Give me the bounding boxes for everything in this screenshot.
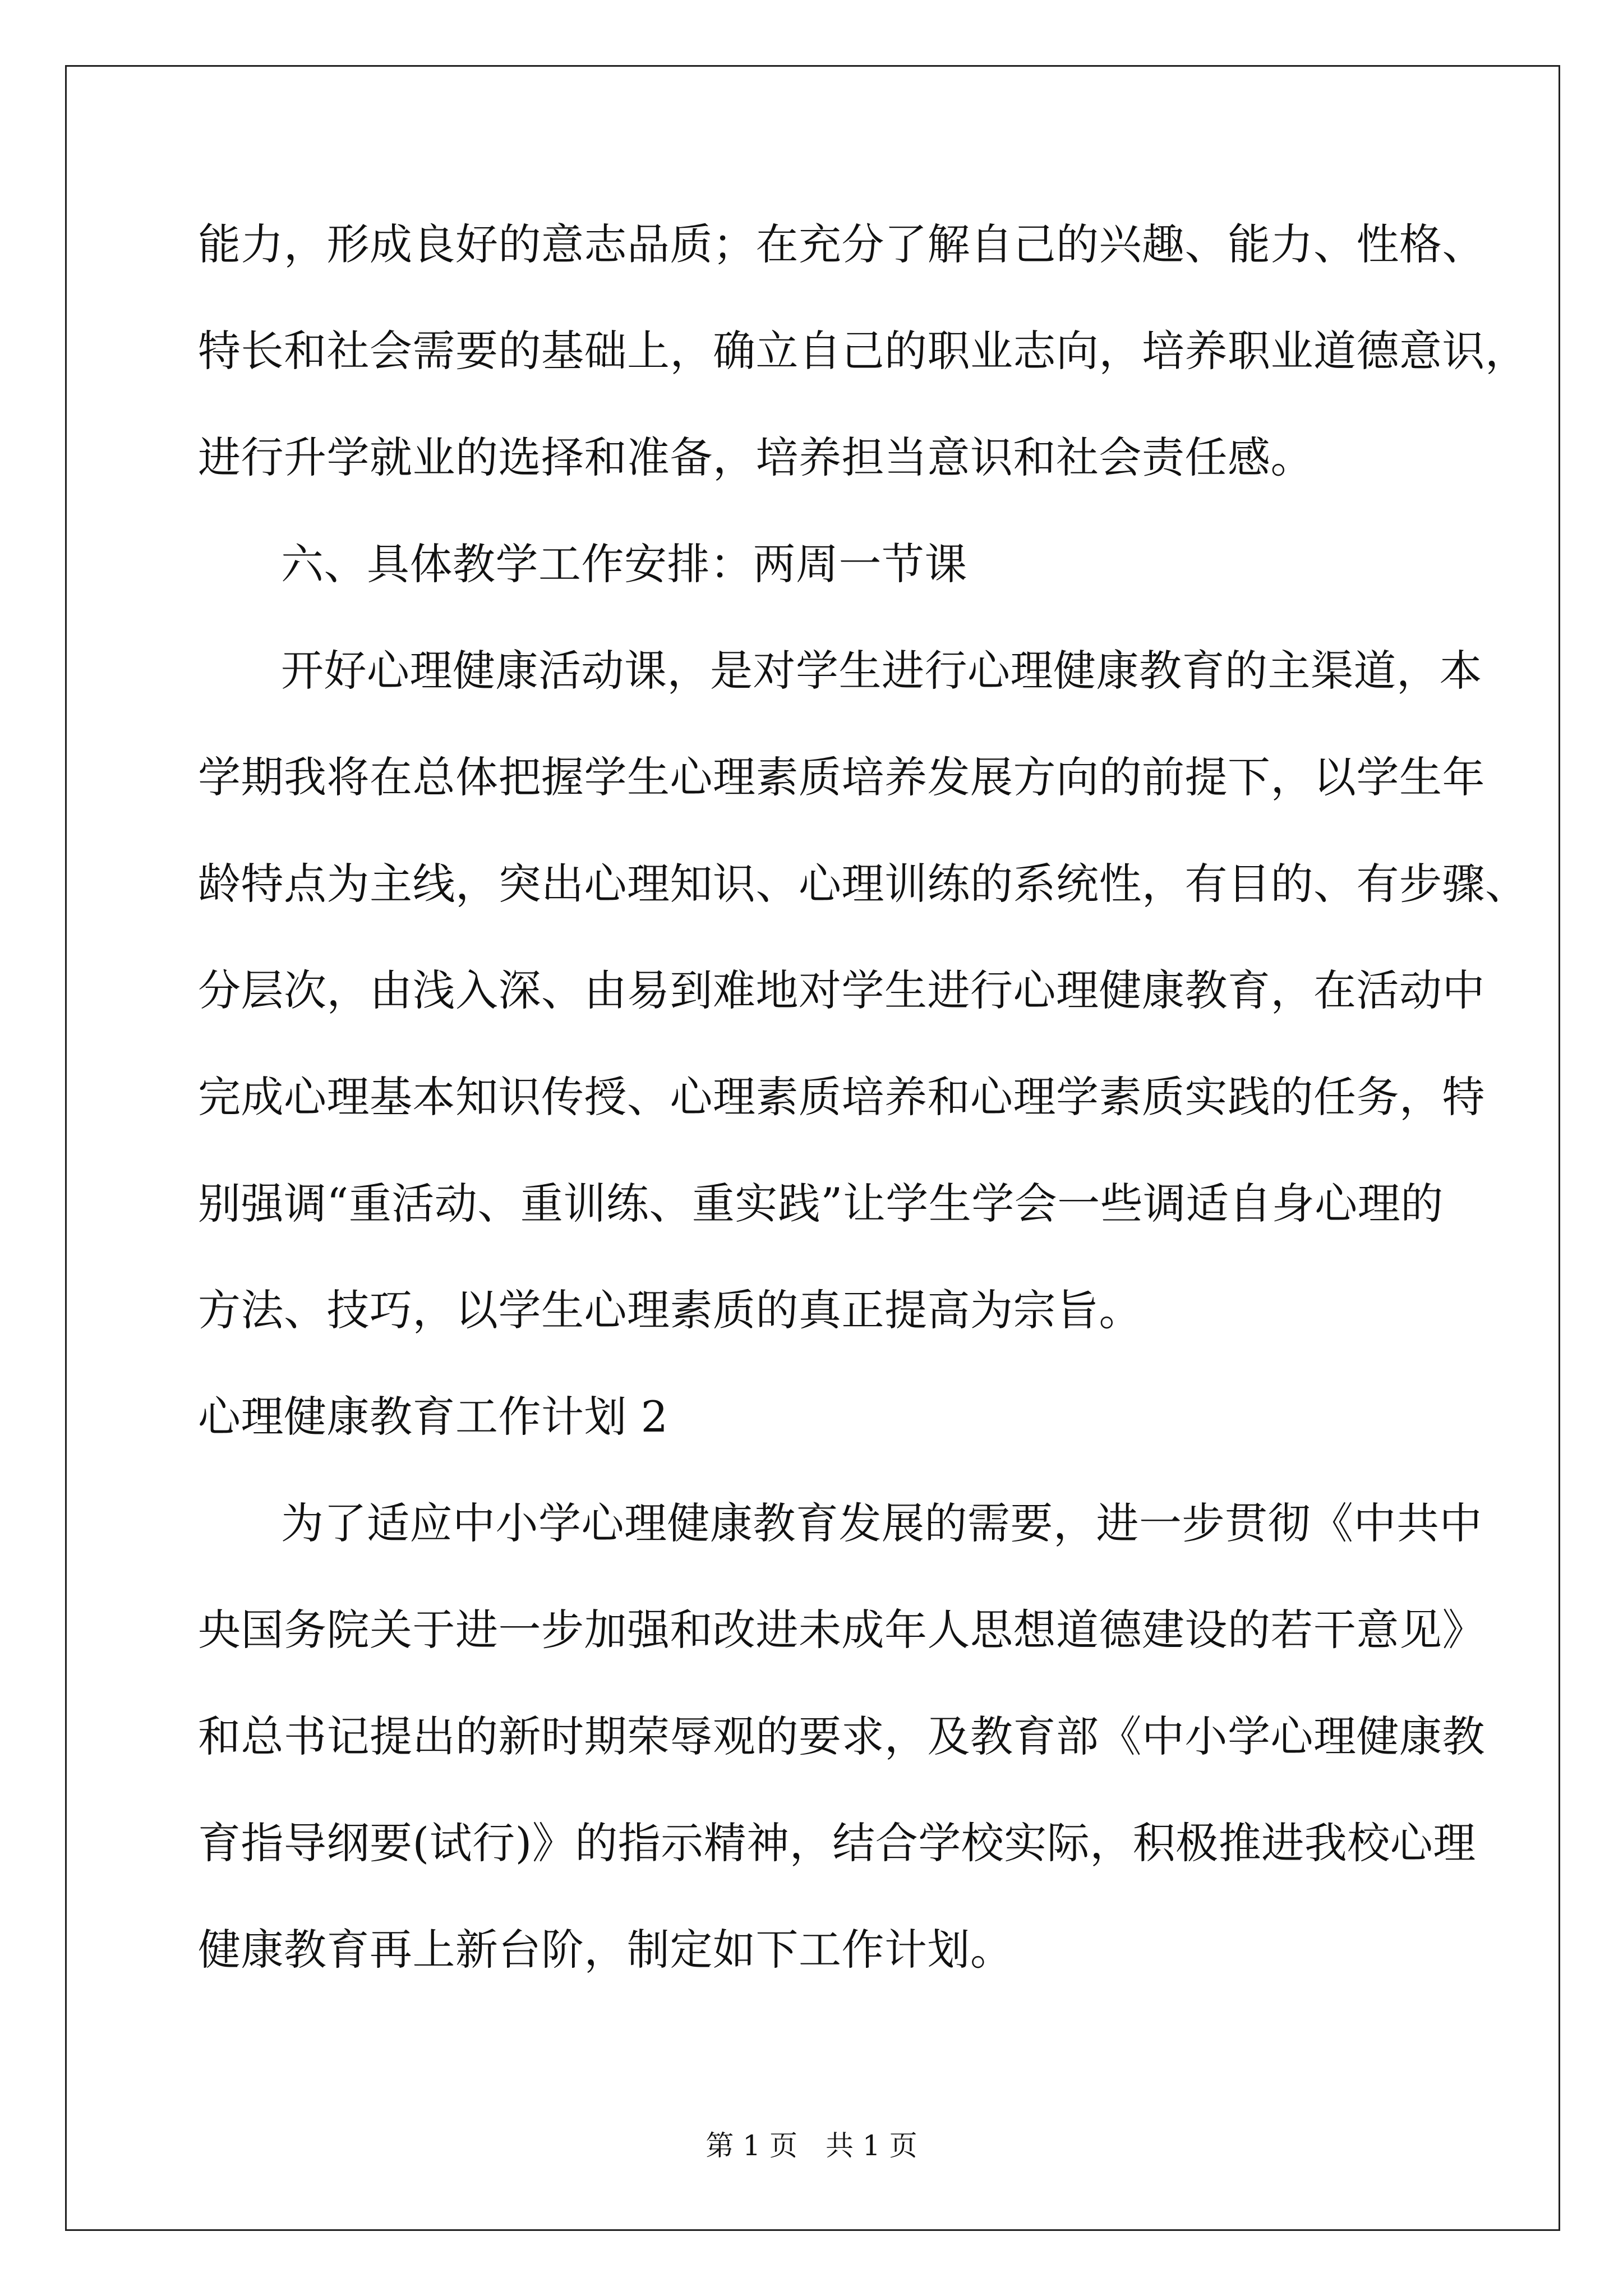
- paragraph-line: 为了适应中小学心理健康教育发展的需要，进一步贯彻《中共中: [281, 1498, 1482, 1548]
- section-heading: 六、具体教学工作安排：两周一节课: [281, 539, 967, 589]
- paragraph-line: 别强调“重活动、重训练、重实践”让学生学会一些调适自身心理的: [198, 1179, 1444, 1228]
- paragraph-line: 完成心理基本知识传授、心理素质培养和心理学素质实践的任务，特: [198, 1072, 1485, 1122]
- page-border: [65, 65, 1560, 2231]
- paragraph-line: 能力，形成良好的意志品质；在充分了解自己的兴趣、能力、性格、: [198, 219, 1485, 269]
- paragraph-line: 龄特点为主线，突出心理知识、心理训练的系统性，有目的、有步骤、: [198, 859, 1528, 909]
- paragraph-line: 央国务院关于进一步加强和改进未成年人思想道德建设的若干意见》: [198, 1605, 1485, 1655]
- paragraph-line: 开好心理健康活动课，是对学生进行心理健康教育的主渠道，本: [281, 646, 1482, 696]
- paragraph-line: 和总书记提出的新时期荣辱观的要求，及教育部《中小学心理健康教: [198, 1711, 1485, 1761]
- paragraph-line: 健康教育再上新台阶，制定如下工作计划。: [198, 1925, 1013, 1975]
- paragraph-line: 特长和社会需要的基础上，确立自己的职业志向，培养职业道德意识，: [198, 326, 1528, 376]
- page-number: 第 1 页 共 1 页: [706, 2129, 917, 2162]
- paragraph-line: 学期我将在总体把握学生心理素质培养发展方向的前提下，以学生年: [198, 752, 1485, 802]
- document-subtitle: 心理健康教育工作计划 2: [198, 1392, 668, 1442]
- paragraph-line: 育指导纲要(试行)》的指示精神，结合学校实际，积极推进我校心理: [198, 1818, 1476, 1868]
- paragraph-line: 方法、技巧，以学生心理素质的真正提高为宗旨。: [198, 1285, 1142, 1335]
- paragraph-line: 分层次，由浅入深、由易到难地对学生进行心理健康教育，在活动中: [198, 965, 1485, 1015]
- paragraph-line: 进行升学就业的选择和准备，培养担当意识和社会责任感。: [198, 432, 1313, 482]
